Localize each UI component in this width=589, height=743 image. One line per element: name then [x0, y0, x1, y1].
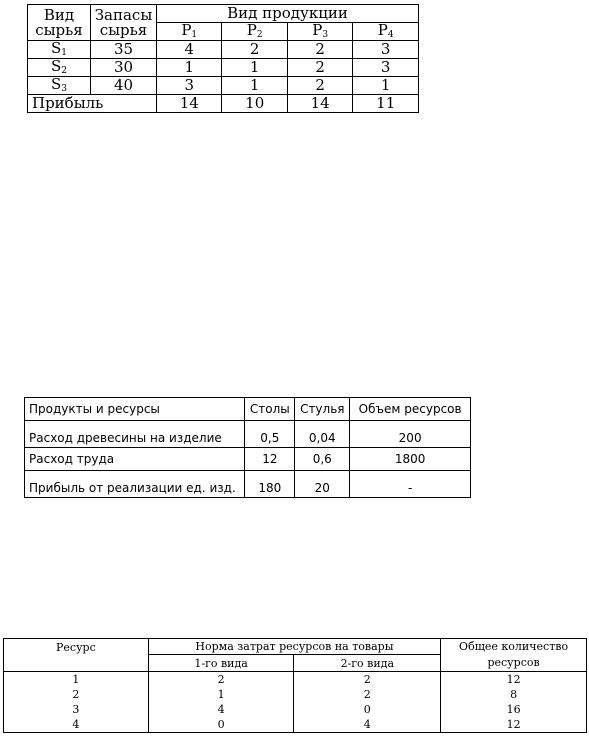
table-cell: 40 [91, 77, 157, 95]
table-row [25, 471, 471, 498]
col-header-products-resources: Продукты и ресурсы [25, 398, 245, 421]
col-header-type-2: 2-го вида [294, 655, 441, 671]
table-cell: 0,04 [295, 421, 350, 448]
table-cell: 2 [222, 41, 287, 59]
col-header-product-2: $P_2$ [222, 23, 287, 41]
col-header-product-1: $P_1$ [157, 23, 222, 41]
table-cell: 11 [353, 95, 419, 113]
table-row [25, 448, 471, 471]
table-cell: 2 [287, 77, 352, 95]
table-cell: 2 [148, 671, 294, 687]
table-cell: 12 [441, 671, 587, 687]
row-label: $S_1$ [28, 41, 91, 59]
table-cell: 0 [294, 702, 441, 717]
table-cell: 3 [353, 41, 419, 59]
table-cell: 1 [222, 59, 287, 77]
table-cell: 1 [222, 77, 287, 95]
table-cell: 2 [294, 671, 441, 687]
col-header-product-4: $P_4$ [353, 23, 419, 41]
table-cell: 2 [287, 59, 352, 77]
row-label: Расход труда [25, 448, 245, 471]
table-cell: 1 [157, 59, 222, 77]
table-cell: 3 [353, 59, 419, 77]
table-cell: 180 [245, 471, 295, 498]
row-label: Прибыль от реализации ед. изд. [25, 471, 245, 498]
table-cell: 4 [4, 717, 149, 733]
col-header-product-type: Вид продукции [157, 5, 419, 23]
table-cell: 2 [4, 687, 149, 702]
col-header-raw-stock: Запасы сырья [91, 5, 157, 41]
table-cell: 14 [287, 95, 352, 113]
table-row [4, 687, 587, 702]
table-cell: 4 [294, 717, 441, 733]
table-row [28, 41, 419, 59]
table-cell: 2 [287, 41, 352, 59]
row-label: $S_3$ [28, 77, 91, 95]
table-cell: 1 [4, 671, 149, 687]
table-cell: 1 [353, 77, 419, 95]
table-cell: 0,6 [295, 448, 350, 471]
table-cell: 4 [148, 702, 294, 717]
col-header-tables: Столы [245, 398, 295, 421]
table-cell: 20 [295, 471, 350, 498]
row-label: Расход древесины на изделие [25, 421, 245, 448]
table-cell: 3 [4, 702, 149, 717]
table-row [4, 671, 587, 687]
table-cell: 1 [148, 687, 294, 702]
table-row [25, 421, 471, 448]
table-cell: 0,5 [245, 421, 295, 448]
col-header-raw-type: Вид сырья [28, 5, 91, 41]
table-cell: - [350, 471, 471, 498]
col-header-total-resources: Общее количество ресурсов [441, 639, 587, 672]
col-header-chairs: Стулья [295, 398, 350, 421]
table-cell: 3 [157, 77, 222, 95]
col-header-norm-group: Норма затрат ресурсов на товары [148, 639, 440, 655]
table-row [28, 77, 419, 95]
table-row [28, 59, 419, 77]
profit-row [28, 95, 419, 113]
table-cell: 12 [441, 717, 587, 733]
table-cell: 10 [222, 95, 287, 113]
raw-materials-table [27, 4, 419, 113]
table-cell: 8 [441, 687, 587, 702]
col-header-type-1: 1-го вида [148, 655, 294, 671]
table-row [4, 702, 587, 717]
table-cell: 14 [157, 95, 222, 113]
table-cell: 12 [245, 448, 295, 471]
table-cell: 2 [294, 687, 441, 702]
table-cell: 35 [91, 41, 157, 59]
table-cell: 1800 [350, 448, 471, 471]
profit-label: Прибыль [28, 95, 157, 113]
table-cell: 30 [91, 59, 157, 77]
table-cell: 4 [157, 41, 222, 59]
table-cell: 200 [350, 421, 471, 448]
col-header-product-3: $P_3$ [287, 23, 352, 41]
furniture-resources-table [24, 397, 471, 498]
col-header-resource: Ресурс [4, 639, 149, 672]
table-row [4, 717, 587, 733]
table-cell: 16 [441, 702, 587, 717]
row-label: $S_2$ [28, 59, 91, 77]
resource-norms-table [3, 638, 587, 733]
table-cell: 0 [148, 717, 294, 733]
col-header-resource-volume: Объем ресурсов [350, 398, 471, 421]
table-header-row [25, 398, 471, 421]
